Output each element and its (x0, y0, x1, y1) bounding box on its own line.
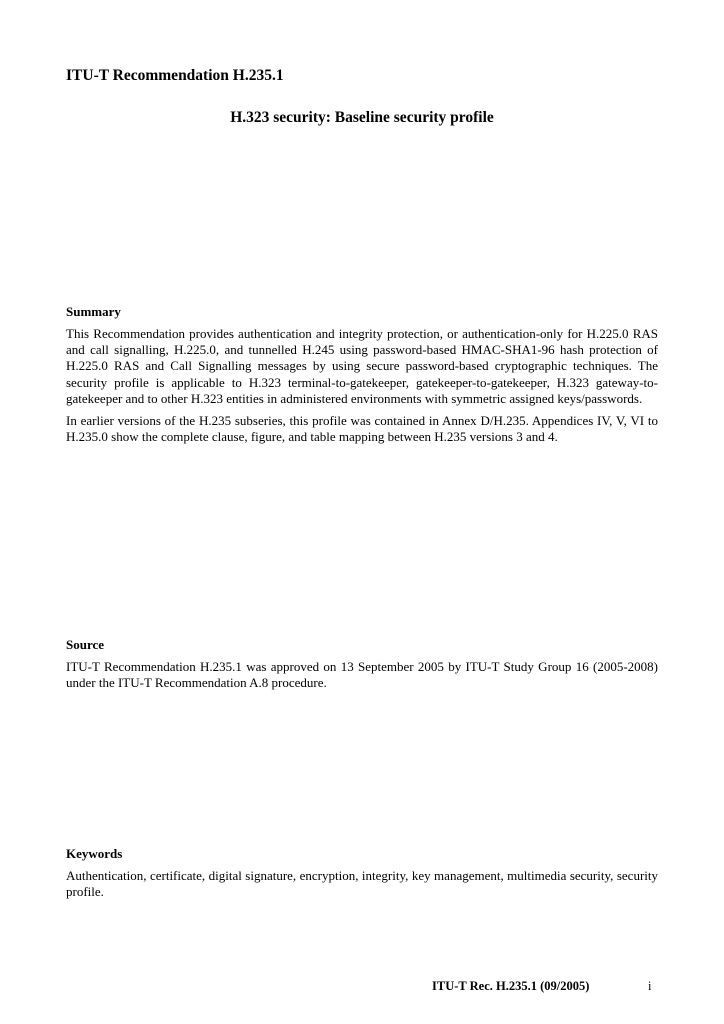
source-section (66, 637, 658, 697)
source-paragraph: ITU-T Recommendation H.235.1 was approved on 13 September 2005 by ITU-T Study Group 16 (2005-2008) under the ITU-T Recommendation A.8 procedure. (66, 659, 658, 691)
summary-paragraph-2: In earlier versions of the H.235 subseries, this profile was contained in Annex D/H.235. Appendices IV, V, VI to H.235.0 show the complete clause, figure, and table mapping between H.235 versions 3 and 4. (66, 413, 658, 445)
summary-paragraph-1: This Recommendation provides authentication and integrity protection, or authentication-only for H.225.0 RAS and call signalling, H.225.0, and tunnelled H.245 using password-based HMAC-SHA1-96 hash protection of H.225.0 RAS and Call Signalling messages by using secure password-based cryptographic techniques. The security profile is applicable to H.323 terminal-to-gatekeeper, gatekeeper-to-gatekeeper, H.323 gateway-to-gatekeeper and to other H.323 entities in administered environments with symmetric assigned keys/passwords. (66, 326, 658, 406)
footer-reference: ITU-T Rec. H.235.1 (09/2005) (432, 979, 590, 993)
source-heading: Source (66, 637, 105, 652)
keywords-heading: Keywords (66, 846, 123, 861)
document-subtitle: H.323 security: Baseline security profile (230, 109, 494, 126)
recommendation-title: ITU-T Recommendation H.235.1 (66, 67, 284, 84)
footer-page-number: i (648, 979, 652, 993)
keywords-section (66, 846, 658, 906)
keywords-paragraph: Authentication, certificate, digital signature, encryption, integrity, key management, multimedia security, security profile. (66, 868, 658, 900)
summary-heading: Summary (66, 304, 121, 319)
summary-section (66, 304, 658, 451)
